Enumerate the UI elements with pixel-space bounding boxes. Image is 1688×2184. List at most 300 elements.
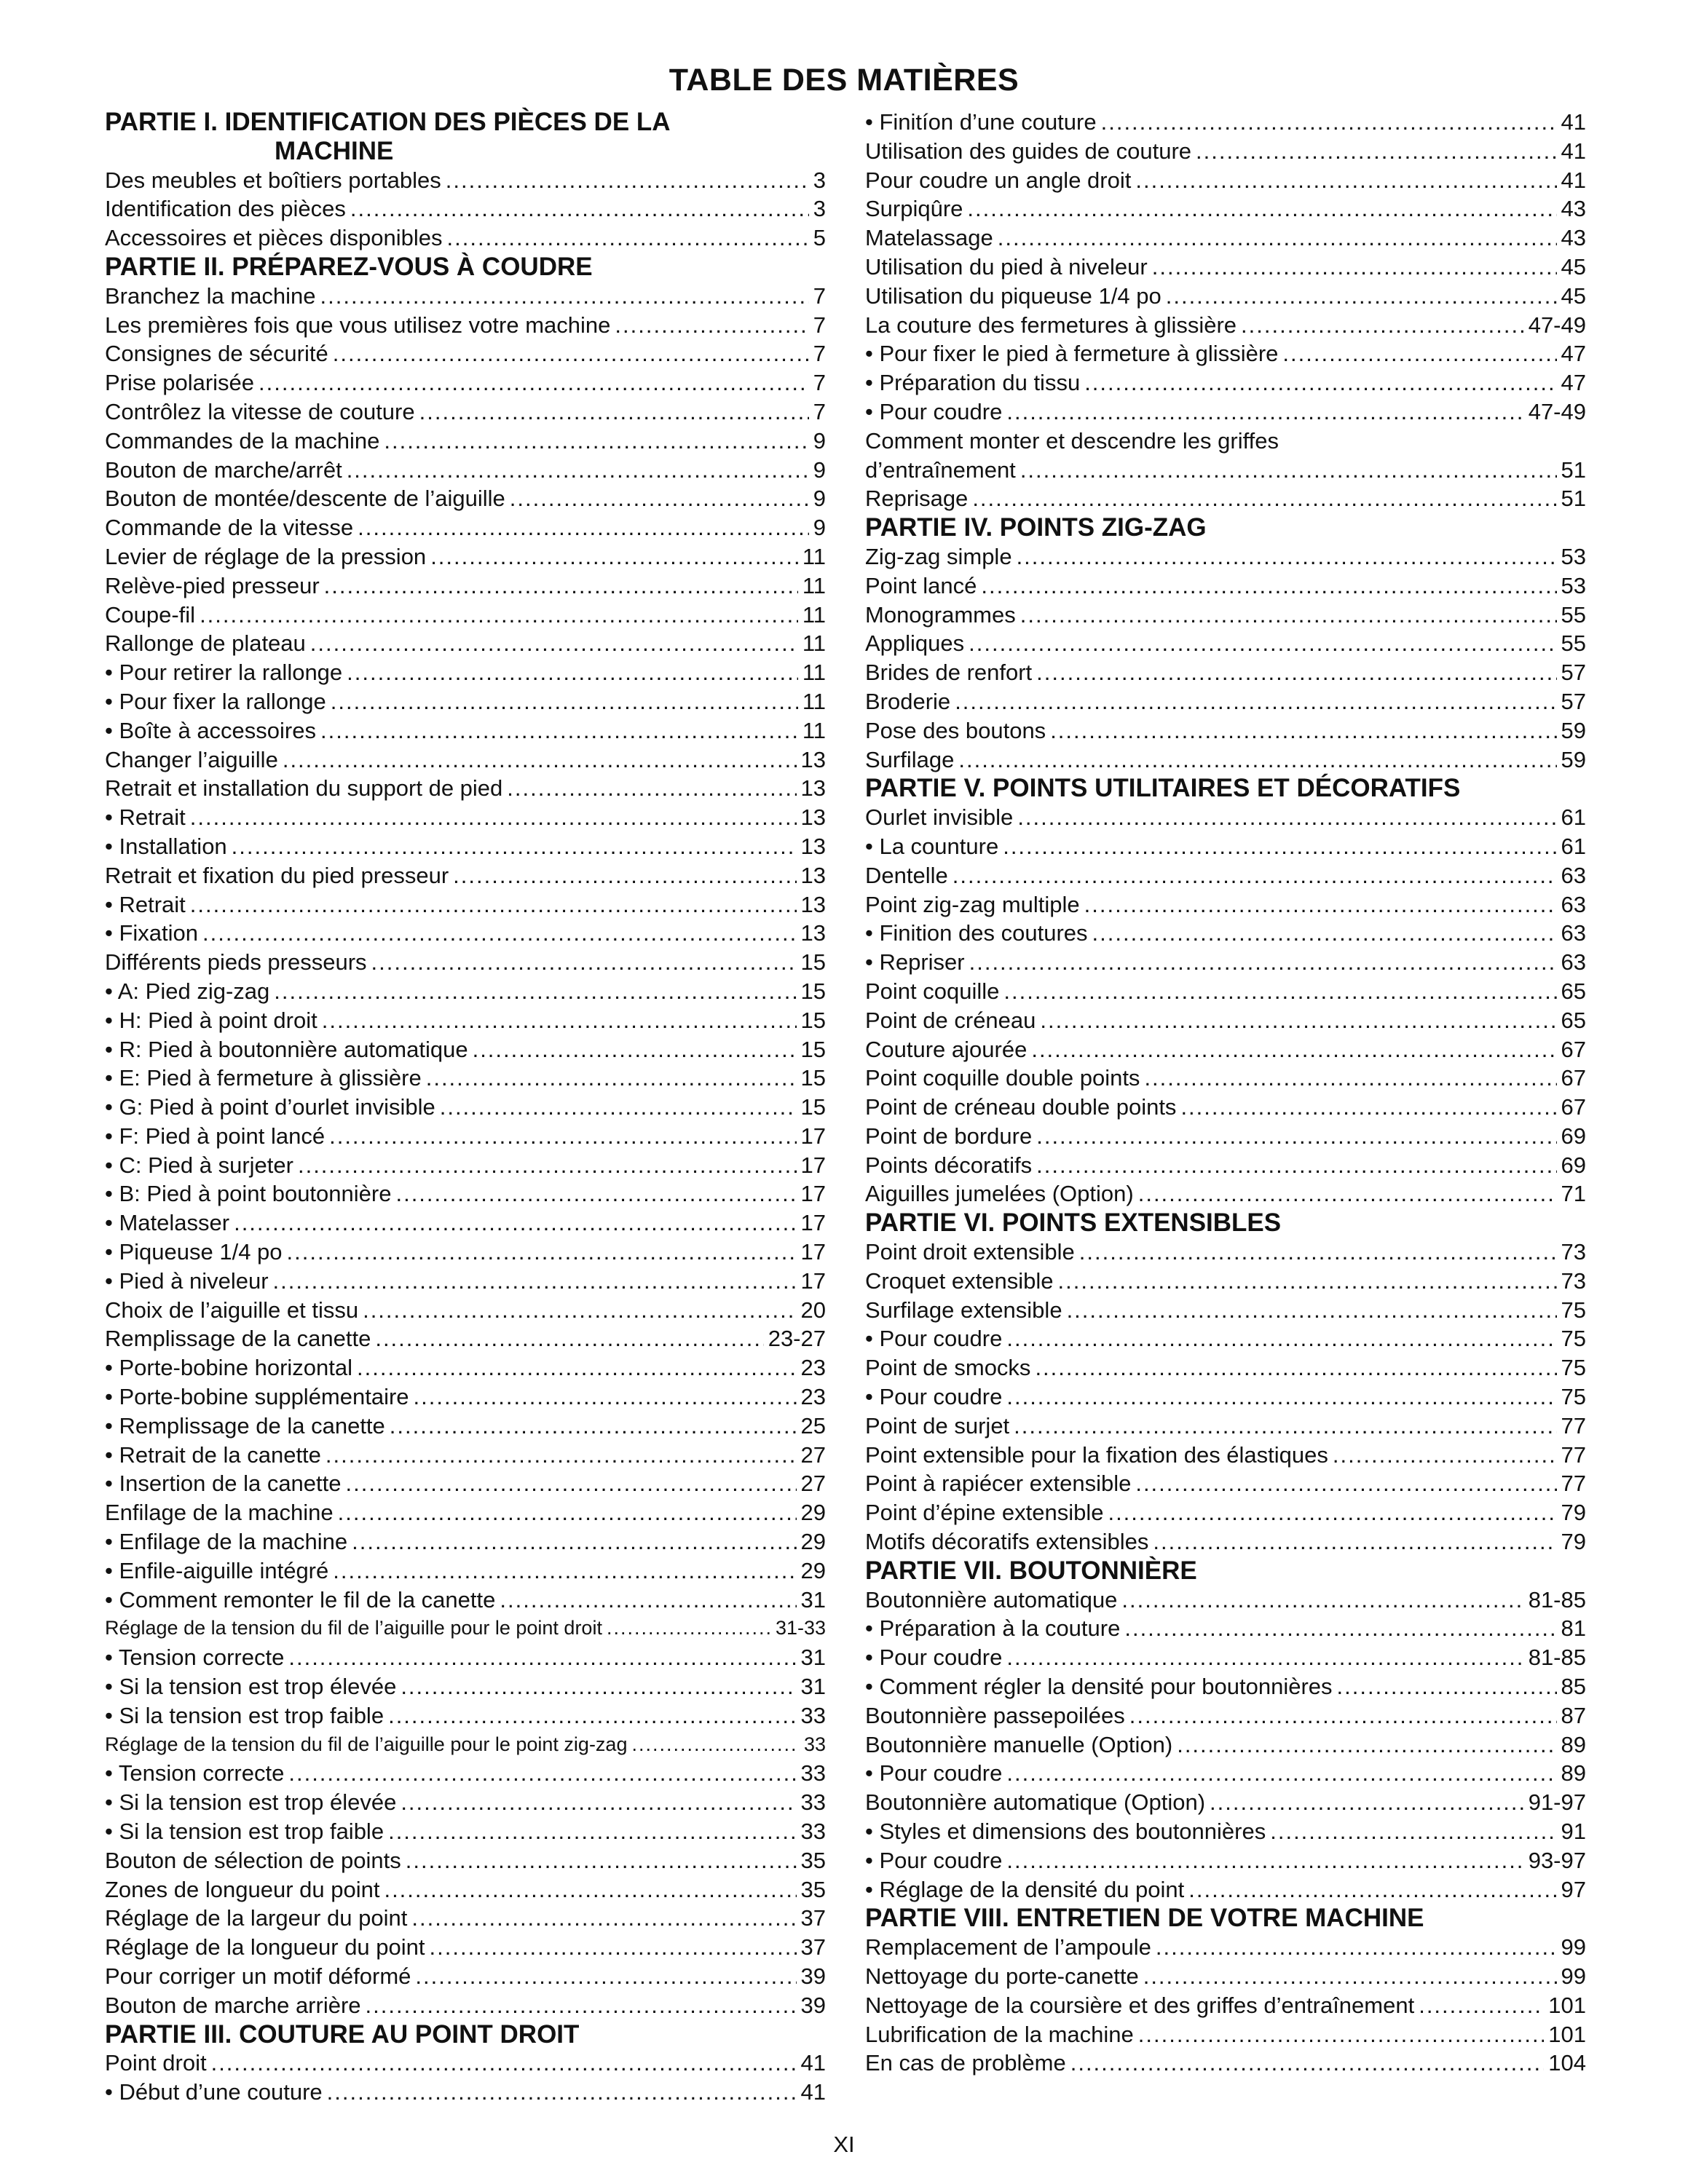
toc-entry-page: 75 <box>1561 1355 1586 1381</box>
toc-entry-title: Broderie <box>865 688 951 714</box>
toc-entry-title: En cas de problème <box>865 2050 1066 2076</box>
toc-entry[interactable] <box>105 861 826 890</box>
toc-entry-page: 17 <box>800 1123 826 1149</box>
toc-entry[interactable] <box>865 282 1586 311</box>
toc-entry[interactable] <box>105 1382 826 1412</box>
toc-entry[interactable] <box>105 832 826 861</box>
toc-entry[interactable] <box>865 137 1586 166</box>
toc-entry[interactable] <box>865 1324 1586 1353</box>
toc-entry[interactable] <box>105 1759 826 1788</box>
dot-leader <box>1135 1469 1556 1498</box>
dot-leader <box>1006 1643 1523 1672</box>
toc-entry[interactable] <box>865 1441 1586 1470</box>
dot-leader <box>1241 311 1524 340</box>
toc-entry[interactable] <box>105 1875 826 1904</box>
toc-entry[interactable] <box>865 166 1586 195</box>
toc-entry[interactable] <box>865 253 1586 282</box>
toc-entry[interactable] <box>865 1238 1586 1267</box>
dot-leader <box>384 1875 796 1904</box>
toc-entry-title: Rallonge de plateau <box>105 630 306 657</box>
toc-entry[interactable] <box>865 1267 1586 1296</box>
toc-entry-page: 37 <box>800 1934 826 1961</box>
toc-entry-page: 57 <box>1561 660 1586 686</box>
dot-leader <box>1017 803 1556 832</box>
section-heading-part1-cont: MACHINE <box>275 136 394 165</box>
toc-entry[interactable] <box>865 1122 1586 1151</box>
dot-leader <box>507 774 796 803</box>
toc-entry[interactable] <box>105 397 826 427</box>
toc-entry-title: Point lancé <box>865 572 977 598</box>
toc-entry-page: 9 <box>813 456 826 483</box>
toc-entry-page: 75 <box>1561 1384 1586 1410</box>
toc-entry-page: 17 <box>800 1181 826 1207</box>
toc-entry-title: Les premières fois que vous utilisez votre machine <box>105 312 611 338</box>
toc-entry[interactable] <box>865 1991 1586 2020</box>
toc-entry[interactable] <box>865 629 1586 658</box>
dot-leader <box>1419 1991 1544 2020</box>
toc-entry-page: 31 <box>800 1645 826 1671</box>
toc-entry-title: • Pour coudre <box>865 1847 1003 1873</box>
toc-entry[interactable] <box>105 1556 826 1586</box>
section-heading-part3: PARTIE III. COUTURE AU POINT DROIT <box>105 2019 580 2049</box>
toc-entry-page: 7 <box>813 282 826 309</box>
dot-leader <box>1058 1267 1557 1296</box>
toc-entry[interactable] <box>865 1498 1586 1527</box>
toc-entry-title: • H: Pied à point droit <box>105 1007 318 1033</box>
toc-entry[interactable] <box>105 1933 826 1962</box>
toc-entry[interactable] <box>105 223 826 253</box>
dot-leader <box>273 1267 797 1296</box>
toc-entry-title: • Pour coudre <box>865 1760 1003 1787</box>
toc-list-part3 <box>105 2049 826 2107</box>
toc-entry[interactable] <box>105 1179 826 1208</box>
dot-leader <box>388 1817 796 1846</box>
toc-entry[interactable] <box>105 1469 826 1498</box>
toc-entry[interactable] <box>865 1353 1586 1382</box>
toc-entry-page: 13 <box>800 920 826 946</box>
toc-entry-page: 29 <box>800 1529 826 1555</box>
toc-entry[interactable] <box>105 1991 826 2020</box>
toc-entry[interactable] <box>865 1643 1586 1672</box>
toc-entry-page: 55 <box>1561 601 1586 628</box>
toc-entry[interactable] <box>865 1179 1586 1208</box>
toc-entry[interactable] <box>865 1875 1586 1904</box>
toc-entry[interactable] <box>105 1412 826 1441</box>
toc-entry-title: • E: Pied à fermeture à glissière <box>105 1065 422 1091</box>
toc-entry-title: Croquet extensible <box>865 1267 1054 1294</box>
toc-entry-page: 33 <box>800 1789 826 1816</box>
toc-entry[interactable] <box>105 1962 826 1991</box>
toc-entry-page: 23 <box>800 1384 826 1410</box>
toc-entry[interactable] <box>865 571 1586 601</box>
toc-entry-title: Enfilage de la machine <box>105 1500 334 1526</box>
dot-leader <box>955 687 1556 716</box>
toc-entry[interactable] <box>105 919 826 948</box>
toc-entry[interactable] <box>105 2049 826 2078</box>
toc-entry[interactable] <box>865 1151 1586 1180</box>
toc-entry[interactable] <box>105 194 826 223</box>
toc-entry-page: 81-85 <box>1528 1645 1586 1671</box>
toc-entry-page: 23-27 <box>768 1326 826 1352</box>
toc-entry[interactable] <box>865 919 1586 948</box>
toc-entry[interactable] <box>105 1122 826 1151</box>
toc-entry-page: 29 <box>800 1557 826 1583</box>
dot-leader <box>453 861 796 890</box>
toc-entry-page: 47 <box>1561 370 1586 396</box>
dot-leader <box>288 1643 796 1672</box>
dot-leader <box>1079 1238 1557 1267</box>
toc-entry-title: • C: Pied à surjeter <box>105 1152 293 1178</box>
toc-entry-page: 99 <box>1561 1963 1586 1989</box>
dot-leader <box>1144 1064 1556 1093</box>
toc-entry-page: 67 <box>1561 1094 1586 1120</box>
dot-leader <box>1337 1672 1557 1701</box>
toc-entry-title: Point de créneau <box>865 1007 1036 1033</box>
toc-entry[interactable] <box>105 601 826 630</box>
toc-entry[interactable] <box>105 948 826 977</box>
toc-entry[interactable] <box>865 1614 1586 1643</box>
toc-entry-title: • Porte-bobine horizontal <box>105 1355 353 1381</box>
toc-entry[interactable] <box>865 2020 1586 2049</box>
toc-entry[interactable] <box>105 1614 826 1643</box>
dot-leader <box>1014 1412 1556 1441</box>
toc-entry[interactable] <box>865 1412 1586 1441</box>
toc-entry[interactable] <box>865 687 1586 716</box>
toc-entry-title: • Remplissage de la canette <box>105 1412 385 1439</box>
toc-entry[interactable] <box>105 1093 826 1122</box>
toc-entry[interactable] <box>865 397 1586 427</box>
toc-entry-title: • Piqueuse 1/4 po <box>105 1239 283 1265</box>
dot-leader <box>320 282 809 311</box>
toc-entry[interactable] <box>105 368 826 397</box>
toc-entry[interactable] <box>865 223 1586 253</box>
toc-entry[interactable] <box>105 1238 826 1267</box>
dot-leader <box>1156 1933 1557 1962</box>
dot-leader <box>363 1296 796 1325</box>
dot-leader <box>1003 832 1556 861</box>
toc-entry-page: 27 <box>800 1471 826 1497</box>
toc-entry[interactable] <box>865 1382 1586 1412</box>
toc-entry-page: 11 <box>802 630 826 657</box>
toc-entry-title: Levier de réglage de la pression <box>105 543 427 569</box>
toc-entry-title: Dentelle <box>865 862 948 888</box>
dot-leader <box>1177 1730 1556 1760</box>
toc-entry[interactable] <box>105 1151 826 1180</box>
toc-entry-title: • Si la tension est trop élevée <box>105 1789 397 1816</box>
dot-leader <box>446 166 809 195</box>
toc-entry[interactable] <box>865 368 1586 397</box>
toc-entry-page: 67 <box>1561 1036 1586 1062</box>
toc-entry[interactable] <box>105 1324 826 1353</box>
toc-entry[interactable] <box>105 1267 826 1296</box>
dot-leader <box>1124 1614 1556 1643</box>
toc-entry-title: • Si la tension est trop élevée <box>105 1674 397 1700</box>
toc-entry[interactable] <box>105 1208 826 1238</box>
dot-leader <box>969 629 1556 658</box>
toc-entry-page: 75 <box>1561 1326 1586 1352</box>
dot-leader <box>981 571 1556 601</box>
dot-leader <box>1006 397 1523 427</box>
dot-leader <box>395 1179 796 1208</box>
toc-entry-page: 75 <box>1561 1297 1586 1323</box>
toc-entry[interactable] <box>865 1527 1586 1556</box>
toc-entry[interactable] <box>105 282 826 311</box>
dot-leader <box>447 223 809 253</box>
toc-entry[interactable] <box>865 1064 1586 1093</box>
toc-entry-title: Commande de la vitesse <box>105 515 354 541</box>
dot-leader <box>327 2078 797 2107</box>
dot-leader <box>338 1498 797 1527</box>
toc-list-part4 <box>865 542 1586 774</box>
toc-entry-page: 99 <box>1561 1934 1586 1961</box>
toc-entry[interactable] <box>105 1035 826 1064</box>
toc-entry-page: 3 <box>813 167 826 193</box>
toc-entry[interactable] <box>105 311 826 340</box>
dot-leader <box>322 1006 797 1035</box>
dot-leader <box>419 397 809 427</box>
toc-entry[interactable] <box>105 456 826 485</box>
toc-entry-title: Zones de longueur du point <box>105 1876 380 1902</box>
toc-entry-title: • Retrait <box>105 891 186 917</box>
dot-leader <box>1108 1498 1556 1527</box>
dot-leader <box>288 1759 796 1788</box>
toc-entry-page: 15 <box>800 1065 826 1091</box>
toc-entry-title: Lubrification de la machine <box>865 2021 1134 2047</box>
toc-entry[interactable] <box>105 2078 826 2107</box>
dot-leader <box>352 1527 796 1556</box>
toc-entry-title: • Repriser <box>865 949 965 976</box>
toc-entry[interactable] <box>865 658 1586 687</box>
toc-entry[interactable] <box>865 1006 1586 1035</box>
section-heading-part6: PARTIE VI. POINTS EXTENSIBLES <box>865 1208 1282 1238</box>
toc-entry[interactable] <box>105 1586 826 1615</box>
dot-leader <box>1143 1962 1557 1991</box>
dot-leader <box>371 948 797 977</box>
toc-entry-title: Aiguilles jumelées (Option) <box>865 1181 1134 1207</box>
dot-leader <box>615 311 808 340</box>
toc-entry[interactable] <box>105 1441 826 1470</box>
toc-entry[interactable] <box>865 1093 1586 1122</box>
toc-entry[interactable] <box>105 571 826 601</box>
toc-entry[interactable] <box>105 1701 826 1730</box>
toc-entry-page: 73 <box>1561 1267 1586 1294</box>
toc-entry-title: Reprisage <box>865 486 969 512</box>
toc-entry[interactable] <box>105 339 826 368</box>
toc-entry-title: Point droit <box>105 2050 207 2076</box>
dot-leader <box>1006 1324 1556 1353</box>
toc-entry-title: • Matelasser <box>105 1210 230 1236</box>
toc-entry-title: Comment monter et descendre les griffes <box>865 427 1279 454</box>
toc-entry-title: Point zig-zag multiple <box>865 891 1080 917</box>
toc-entry-title: • Réglage de la densité du point <box>865 1876 1185 1902</box>
toc-entry-title: • F: Pied à point lancé <box>105 1123 326 1149</box>
toc-entry[interactable] <box>865 542 1586 571</box>
toc-column-left <box>105 108 826 2107</box>
dot-leader <box>1017 542 1557 571</box>
dot-leader <box>1006 1846 1523 1875</box>
dot-leader <box>969 948 1557 977</box>
toc-entry[interactable] <box>105 1788 826 1817</box>
toc-entry[interactable] <box>865 1846 1586 1875</box>
dot-leader <box>366 1991 797 2020</box>
toc-entry-title: Réglage de la longueur du point <box>105 1934 425 1961</box>
toc-entry[interactable] <box>865 745 1586 775</box>
toc-entry[interactable] <box>105 1006 826 1035</box>
toc-entry-page: 39 <box>800 1992 826 2018</box>
toc-entry[interactable] <box>105 658 826 687</box>
toc-entry-title: Points décoratifs <box>865 1152 1033 1178</box>
toc-entry[interactable] <box>865 977 1586 1006</box>
toc-entry[interactable] <box>105 1672 826 1701</box>
toc-entry[interactable] <box>865 339 1586 368</box>
toc-entry[interactable] <box>865 1701 1586 1730</box>
toc-entry-title: • Pour fixer le pied à fermeture à glissière <box>865 341 1279 367</box>
toc-entry-title: • Si la tension est trop faible <box>105 1819 384 1845</box>
toc-entry[interactable] <box>865 1469 1586 1498</box>
toc-entry[interactable] <box>865 1296 1586 1325</box>
toc-entry[interactable] <box>105 977 826 1006</box>
toc-entry[interactable] <box>105 1730 826 1760</box>
toc-entry-page: 41 <box>800 2050 826 2076</box>
dot-leader <box>401 1788 796 1817</box>
toc-entry-title: Motifs décoratifs extensibles <box>865 1529 1149 1555</box>
dot-leader <box>1188 1875 1556 1904</box>
toc-entry[interactable] <box>105 1296 826 1325</box>
toc-entry-title: • Boîte à accessoires <box>105 717 316 743</box>
toc-entry[interactable] <box>105 774 826 803</box>
toc-entry[interactable] <box>865 803 1586 832</box>
dot-leader <box>1006 1759 1556 1788</box>
toc-entry-title: • Pour retirer la rallonge <box>105 660 343 686</box>
toc-entry-page: 63 <box>1561 949 1586 976</box>
toc-entry[interactable] <box>865 1586 1586 1615</box>
dot-leader <box>326 1441 797 1470</box>
toc-entry[interactable] <box>105 427 826 456</box>
toc-entry-page: 9 <box>813 515 826 541</box>
toc-entry-title: Point extensible pour la fixation des élastiques <box>865 1441 1328 1468</box>
toc-entry[interactable] <box>865 948 1586 977</box>
toc-entry-page: 11 <box>802 601 826 628</box>
toc-entry[interactable] <box>105 484 826 513</box>
toc-entry-title: Surfilage extensible <box>865 1297 1062 1323</box>
toc-entry-page: 41 <box>1561 167 1586 193</box>
toc-entry[interactable] <box>865 2049 1586 2078</box>
toc-entry[interactable] <box>865 890 1586 919</box>
toc-entry[interactable] <box>105 716 826 745</box>
toc-entry[interactable] <box>865 601 1586 630</box>
toc-entry[interactable] <box>865 861 1586 890</box>
toc-entry[interactable] <box>105 1904 826 1933</box>
dot-leader <box>1101 108 1557 137</box>
toc-entry[interactable] <box>105 629 826 658</box>
toc-entry[interactable] <box>105 513 826 542</box>
toc-entry[interactable] <box>865 716 1586 745</box>
toc-entry[interactable] <box>865 1788 1586 1817</box>
toc-entry[interactable] <box>865 1759 1586 1788</box>
toc-entry-title: d’entraînement <box>865 456 1016 483</box>
toc-entry[interactable] <box>105 890 826 919</box>
dot-leader <box>1035 1353 1556 1382</box>
toc-entry[interactable] <box>105 1498 826 1527</box>
toc-entry[interactable] <box>105 1527 826 1556</box>
toc-entry[interactable] <box>865 311 1586 340</box>
toc-entry-title: Consignes de sécurité <box>105 341 328 367</box>
toc-entry[interactable] <box>865 194 1586 223</box>
toc-entry-page: 37 <box>800 1905 826 1931</box>
toc-entry[interactable] <box>865 1933 1586 1962</box>
toc-entry[interactable] <box>865 484 1586 513</box>
toc-entry[interactable] <box>105 1846 826 1875</box>
toc-entry-title: • Fixation <box>105 920 199 946</box>
toc-entry-page: 89 <box>1561 1760 1586 1787</box>
toc-entry[interactable] <box>865 1672 1586 1701</box>
toc-entry-title: Point de smocks <box>865 1355 1031 1381</box>
dot-leader <box>333 1556 796 1586</box>
toc-entry-page: 13 <box>800 746 826 772</box>
dot-leader <box>1084 890 1557 919</box>
toc-entry-title: Bouton de sélection de points <box>105 1847 401 1873</box>
toc-entry[interactable] <box>865 1035 1586 1064</box>
toc-entry[interactable] <box>105 1817 826 1846</box>
toc-entry[interactable] <box>105 803 826 832</box>
toc-entry-page: 41 <box>800 2079 826 2105</box>
toc-entry-title: Zig-zag simple <box>865 543 1012 569</box>
dot-leader <box>1036 1122 1556 1151</box>
toc-entry[interactable] <box>865 1817 1586 1846</box>
toc-entry-title: • R: Pied à boutonnière automatique <box>105 1036 468 1062</box>
toc-entry-title: Coupe-fil <box>105 601 196 628</box>
toc-entry-page: 79 <box>1561 1500 1586 1526</box>
dot-leader <box>607 1614 771 1643</box>
toc-entry-title: • B: Pied à point boutonnière <box>105 1181 392 1207</box>
dot-leader <box>1138 1179 1557 1208</box>
toc-entry[interactable] <box>105 166 826 195</box>
toc-entry-title: Point coquille double points <box>865 1065 1140 1091</box>
toc-entry[interactable] <box>105 1643 826 1672</box>
toc-entry-title: Prise polarisée <box>105 370 255 396</box>
section-heading-part1: PARTIE I. IDENTIFICATION DES PIÈCES DE LA <box>105 108 671 136</box>
toc-entry[interactable] <box>865 832 1586 861</box>
toc-entry-page: 73 <box>1561 1239 1586 1265</box>
section-heading-part8: PARTIE VIII. ENTRETIEN DE VOTRE MACHINE <box>865 1904 1424 1933</box>
toc-entry-page: 41 <box>1561 109 1586 135</box>
toc-entry-title: • Retrait <box>105 804 186 831</box>
toc-entry[interactable] <box>105 1064 826 1093</box>
dot-leader <box>1050 716 1556 745</box>
toc-entry[interactable] <box>865 456 1586 485</box>
dot-leader <box>998 223 1557 253</box>
toc-entry-title: • Comment remonter le fil de la canette <box>105 1586 496 1613</box>
dot-leader <box>298 1151 797 1180</box>
toc-entry[interactable] <box>105 1353 826 1382</box>
toc-entry-page: 65 <box>1561 1007 1586 1033</box>
toc-entry-page: 11 <box>802 543 826 569</box>
toc-entry[interactable] <box>865 108 1586 137</box>
toc-entry[interactable] <box>105 542 826 571</box>
toc-entry[interactable] <box>865 1962 1586 1991</box>
toc-entry[interactable] <box>105 687 826 716</box>
toc-entry[interactable] <box>105 745 826 775</box>
toc-entry-page: 11 <box>802 688 826 714</box>
toc-entry-title: • Enfile-aiguille intégré <box>105 1557 329 1583</box>
toc-entry-page: 31-33 <box>775 1617 826 1639</box>
toc-entry-page: 61 <box>1561 833 1586 859</box>
toc-entry-title: • G: Pied à point d’ourlet invisible <box>105 1094 435 1120</box>
section-heading-part7: PARTIE VII. BOUTONNIÈRE <box>865 1556 1197 1585</box>
toc-entry[interactable] <box>865 1730 1586 1760</box>
toc-entry-page: 13 <box>800 891 826 917</box>
dot-leader <box>388 1701 796 1730</box>
